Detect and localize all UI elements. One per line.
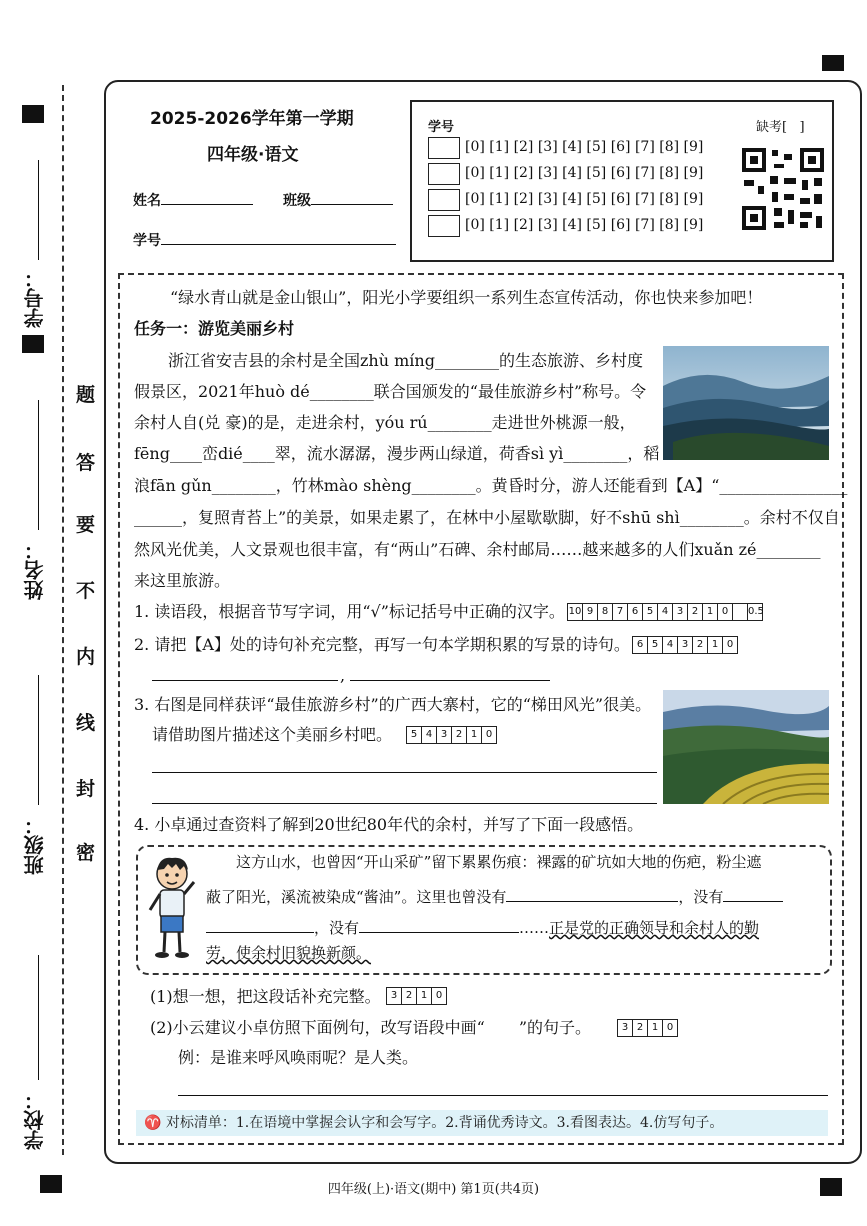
passage-line: 浙江省安吉县的余村是全国zhù míng________的生态旅游、乡村度 — [168, 351, 643, 370]
reflection-line: 这方山水，也曾因“开山采矿”留下累累伤痕：裸露的矿坑如大地的伤疤，粉尘遮 — [236, 853, 762, 871]
sub-question-1: (1)想一想，把这段话补充完整。 — [150, 987, 381, 1006]
q2-score-boxes[interactable]: 6 5 4 3 2 1 0 — [632, 636, 738, 654]
seal-char: 答 — [76, 452, 96, 474]
answer-line[interactable] — [152, 803, 657, 804]
registration-mark — [22, 335, 44, 353]
id-digit-box[interactable] — [428, 137, 460, 159]
q3-score-boxes[interactable]: 5 4 3 2 1 0 — [406, 726, 497, 744]
id-grid-title: 学号 — [428, 120, 455, 135]
sub2-score-boxes[interactable]: 3 2 1 0 — [617, 1019, 678, 1037]
seal-char: 封 — [76, 778, 96, 800]
passage-line: 然风光优美，人文景观也很丰富，有“两山”石碑、余村邮局……越来越多的人们xuǎn zé________ — [134, 540, 821, 559]
binding-dashed-line — [62, 85, 64, 1155]
question-2: 2. 请把【A】处的诗句补充完整，再写一句本学期积累的写景的诗句。 — [134, 635, 630, 654]
id-digits-row[interactable]: [0] [1] [2] [3] [4] [5] [6] [7] [8] [9] — [465, 191, 704, 207]
task-title: 任务一：游览美丽乡村 — [134, 319, 295, 338]
name-label: 姓名 — [133, 190, 253, 210]
seal-char: 密 — [76, 842, 96, 864]
answer-line[interactable] — [178, 1095, 828, 1096]
id-digits-row[interactable]: [0] [1] [2] [3] [4] [5] [6] [7] [8] [9] — [465, 139, 704, 155]
sub1-score-boxes[interactable]: 3 2 1 0 — [386, 987, 447, 1005]
passage-line: ______，复照青苔上”的美景，如果走累了，在林中小屋歇歇脚，好不shū shì________。余村不仅自 — [134, 508, 840, 527]
class-label: 班级 — [283, 190, 393, 210]
sub-question-2: (2)小云建议小卓仿照下面例句，改写语段中画“ ”的句子。 — [150, 1018, 592, 1037]
id-digit-box[interactable] — [428, 189, 460, 211]
seal-char: 线 — [76, 712, 96, 734]
passage-line: 假景区，2021年huò dé________联合国颁发的“最佳旅游乡村”称号。令 — [134, 382, 647, 401]
answer-line[interactable] — [350, 680, 550, 681]
seal-char: 内 — [76, 646, 96, 668]
id-digits-row[interactable]: [0] [1] [2] [3] [4] [5] [6] [7] [8] [9] — [465, 165, 704, 181]
id-digits-row[interactable]: [0] [1] [2] [3] [4] [5] [6] [7] [8] [9] — [465, 217, 704, 233]
question-1: 1. 读语段，根据音节写字词，用“√”标记括号中正确的汉字。 — [134, 602, 565, 621]
answer-comma: , — [340, 666, 346, 685]
question-3-line2: 请借助图片描述这个美丽乡村吧。 — [152, 725, 393, 744]
subject-title: 四年级·语文 — [207, 145, 299, 165]
binding-line — [38, 160, 39, 260]
passage-line: 余村人自(兑 豪)的是，走进余村，yóu rú________走进世外桃源一般， — [134, 413, 636, 432]
answer-line[interactable] — [152, 680, 338, 681]
binding-line — [38, 955, 39, 1080]
question-3: 3. 右图是同样获评“最佳旅游乡村”的广西大寨村，它的“梯田风光”很美。 — [134, 695, 652, 714]
reflection-line: 劳，使余村旧貌换新颜。 — [206, 944, 372, 962]
page-footer: 四年级(上)·语文(期中) 第1页(共4页) — [327, 1182, 540, 1197]
passage-line: 来这里旅游。 — [134, 571, 231, 590]
id-digit-box[interactable] — [428, 215, 460, 237]
id-label: 学号 — [133, 230, 396, 250]
registration-mark — [22, 105, 44, 123]
q1-score-boxes[interactable]: 10 9 8 7 6 5 4 3 2 1 0 0.5 — [567, 603, 763, 621]
id-digit-box[interactable] — [428, 163, 460, 185]
reflection-line: ，没有 ……正是党的正确领导和余村人的勤 — [206, 917, 759, 936]
answer-line[interactable] — [152, 772, 657, 773]
binding-line — [38, 675, 39, 805]
term-title: 2025-2026学年第一学期 — [150, 109, 354, 129]
binding-banji: 班级： — [23, 815, 47, 875]
binding-xingming: 姓名： — [23, 540, 47, 600]
registration-mark — [822, 55, 844, 71]
sprout-icon: ♈ — [144, 1115, 162, 1131]
terrace-photo — [663, 690, 829, 804]
passage-line: fēng____峦dié____翠，流水潺潺，漫步两山绿道，荷香sì yì________，稻 — [134, 444, 660, 463]
question-4: 4. 小卓通过查资料了解到20世纪80年代的余村，并写了下面一段感悟。 — [134, 815, 644, 834]
binding-xuehao: 学号： — [23, 268, 47, 328]
cartoon-boy-image — [146, 852, 198, 962]
seal-char: 要 — [76, 514, 96, 536]
objectives-checklist: ♈ 对标清单：1.在语境中掌握会认字和会写字。2.背诵优秀诗文。3.看图表达。4.仿写句子。 — [136, 1110, 828, 1136]
example-sentence: 例：是谁来呼风唤雨呢？是人类。 — [178, 1048, 419, 1067]
intro-text: “绿水青山就是金山银山”，阳光小学要组织一系列生态宣传活动，你也快来参加吧！ — [170, 288, 763, 307]
yucun-photo — [663, 346, 829, 460]
binding-line — [38, 400, 39, 530]
absent-label[interactable]: 缺考[ ] — [756, 120, 805, 135]
reflection-line: 蔽了阳光，溪流被染成“酱油”。这里也曾没有 ，没有 — [206, 886, 783, 905]
seal-char: 题 — [76, 384, 96, 406]
passage-line: 浪fān gǔn________，竹林mào shèng________。黄昏时分，游人还能看到【A】“________________ — [134, 476, 848, 495]
qr-code-image — [740, 146, 826, 232]
binding-xuexiao: 学校： — [23, 1090, 47, 1150]
seal-char: 不 — [76, 580, 96, 602]
